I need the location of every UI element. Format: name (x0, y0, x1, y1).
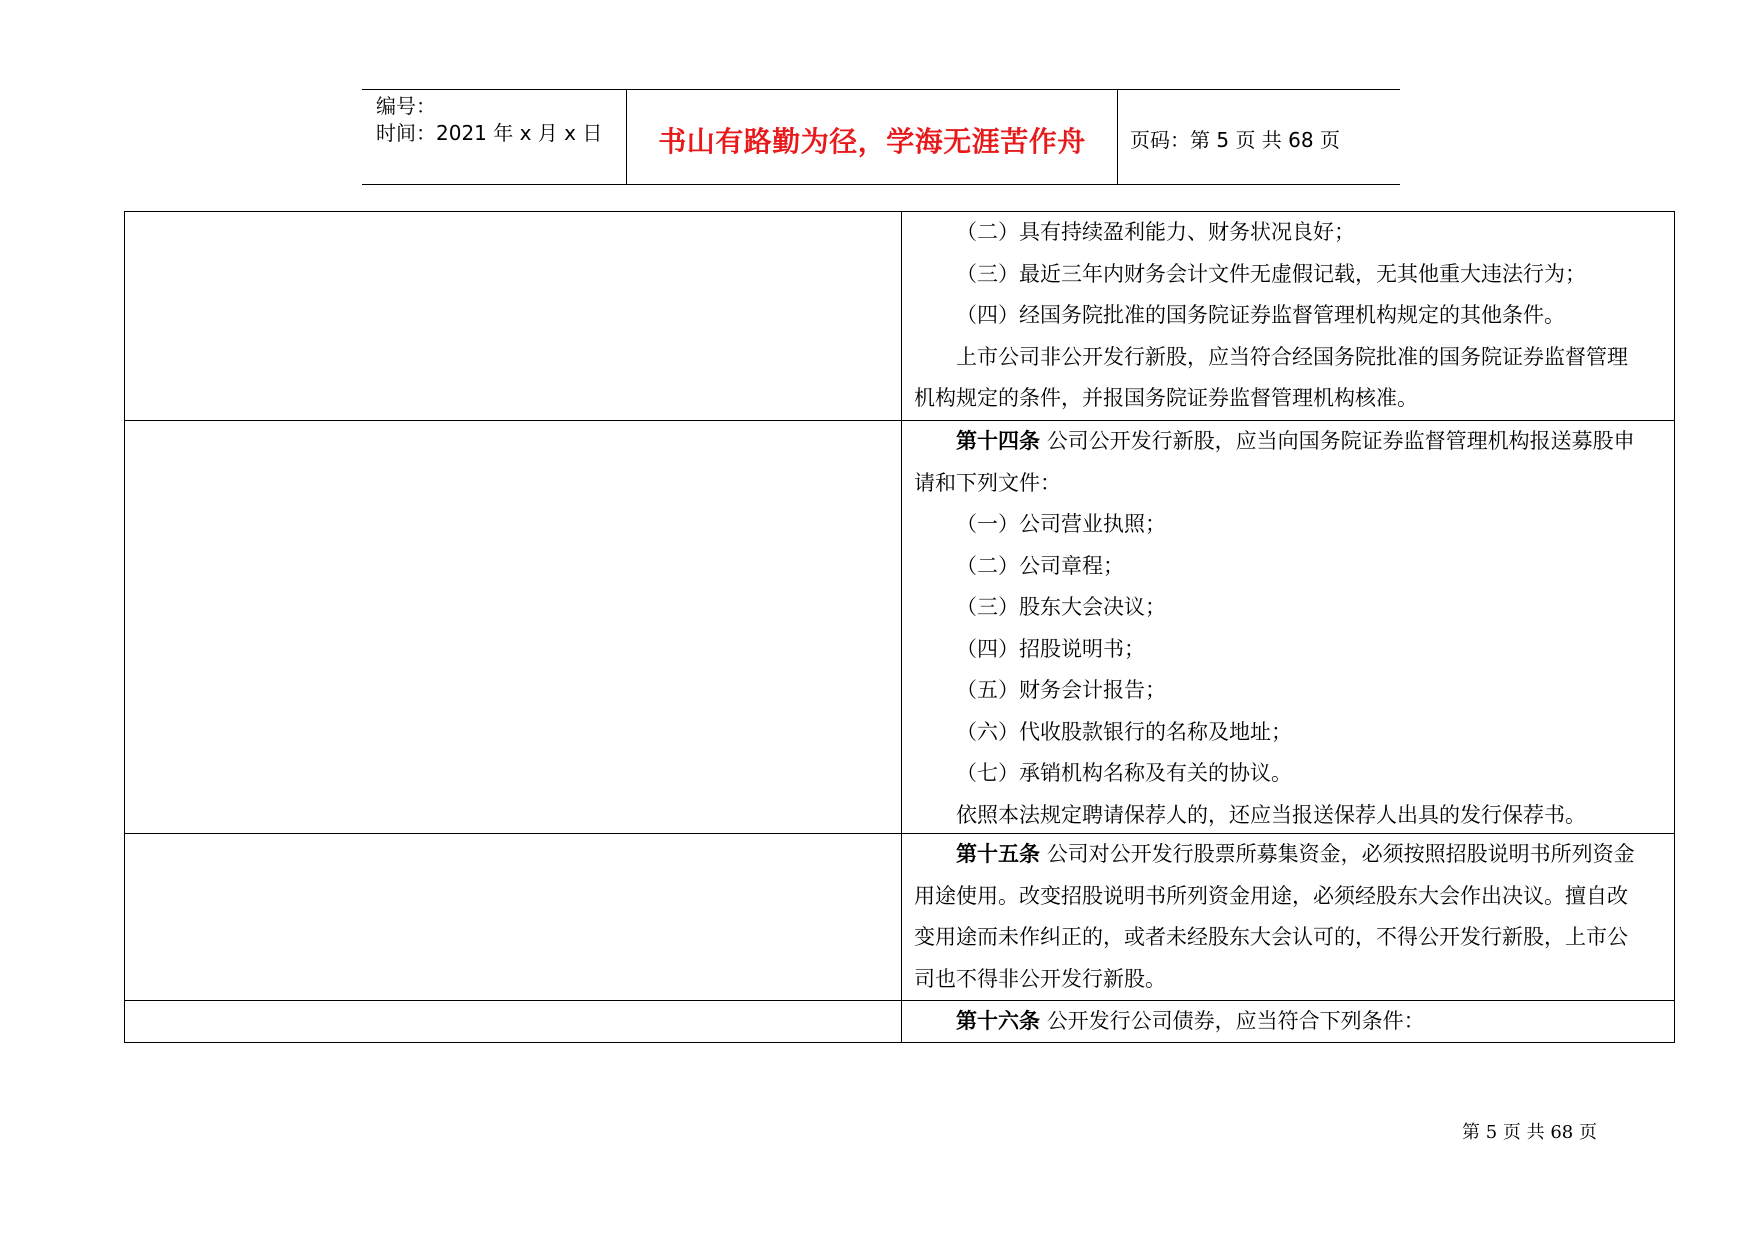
table-cell-left (125, 1001, 902, 1042)
table-row (125, 834, 1674, 1001)
document-header (362, 89, 1400, 185)
table-cell-left (125, 834, 902, 1000)
table-cell-left (125, 212, 902, 420)
law-comparison-table (124, 211, 1675, 1043)
table-cell-right (902, 212, 1674, 420)
header-motto: 书山有路勤为径，学海无涯苦作舟 (658, 125, 1086, 158)
article-text: 公司公开发行新股，应当向国务院证券监督管理机构报送募股申 (1046, 429, 1635, 453)
table-cell-left (125, 421, 902, 833)
article-paragraph (914, 1001, 1664, 1043)
paragraph: （三）最近三年内财务会计文件无虚假记载，无其他重大违法行为； (956, 261, 1586, 286)
paragraph: 变用途而未作纠正的，或者未经股东大会认可的，不得公开发行新股，上市公 (914, 925, 1628, 949)
header-page-info: 页码：第 5 页 共 68 页 (1130, 128, 1340, 152)
header-meta-cell (362, 90, 627, 184)
paragraph: 机构规定的条件，并报国务院证券监督管理机构核准。 (914, 386, 1418, 410)
document-number-label: 编号： (376, 94, 436, 118)
paragraph: 依照本法规定聘请保荐人的，还应当报送保荐人出具的发行保荐书。 (956, 802, 1586, 827)
table-cell-right (902, 1001, 1674, 1042)
table-cell-right (902, 421, 1674, 833)
header-motto-cell (627, 90, 1118, 184)
paragraph: （三）股东大会决议； (956, 595, 1166, 619)
article-paragraph (914, 421, 1664, 463)
article-text: 公开发行公司债券，应当符合下列条件： (1046, 1009, 1425, 1033)
table-row (125, 1001, 1674, 1042)
paragraph: （四）经国务院批准的国务院证券监督管理机构规定的其他条件。 (956, 303, 1565, 327)
header-page-cell (1118, 90, 1400, 184)
article-title: 第十四条 (956, 429, 1040, 453)
paragraph: （七）承销机构名称及有关的协议。 (956, 761, 1292, 785)
article-title: 第十五条 (956, 842, 1040, 866)
paragraph: （二）具有持续盈利能力、财务状况良好； (956, 220, 1355, 244)
paragraph: 请和下列文件： (914, 470, 1061, 495)
article-title: 第十六条 (956, 1009, 1040, 1033)
table-row (125, 212, 1674, 421)
paragraph: 司也不得非公开发行新股。 (914, 966, 1166, 991)
paragraph: （一）公司营业执照； (956, 512, 1166, 536)
article-paragraph (914, 834, 1664, 876)
paragraph: （四）招股说明书； (956, 636, 1145, 661)
document-time-label: 时间：2021 年 x 月 x 日 (376, 121, 603, 145)
table-cell-right (902, 834, 1674, 1000)
paragraph: （二）公司章程； (956, 553, 1124, 578)
paragraph: 上市公司非公开发行新股，应当符合经国务院批准的国务院证券监督管理 (956, 344, 1628, 369)
table-row (125, 421, 1674, 834)
paragraph: 用途使用。改变招股说明书所列资金用途，必须经股东大会作出决议。擅自改 (914, 883, 1628, 908)
paragraph: （五）财务会计报告； (956, 678, 1166, 702)
article-text: 公司对公开发行股票所募集资金，必须按照招股说明书所列资金 (1046, 842, 1635, 866)
page-footer: 第 5 页 共 68 页 (1462, 1122, 1597, 1143)
paragraph: （六）代收股款银行的名称及地址； (956, 719, 1292, 744)
